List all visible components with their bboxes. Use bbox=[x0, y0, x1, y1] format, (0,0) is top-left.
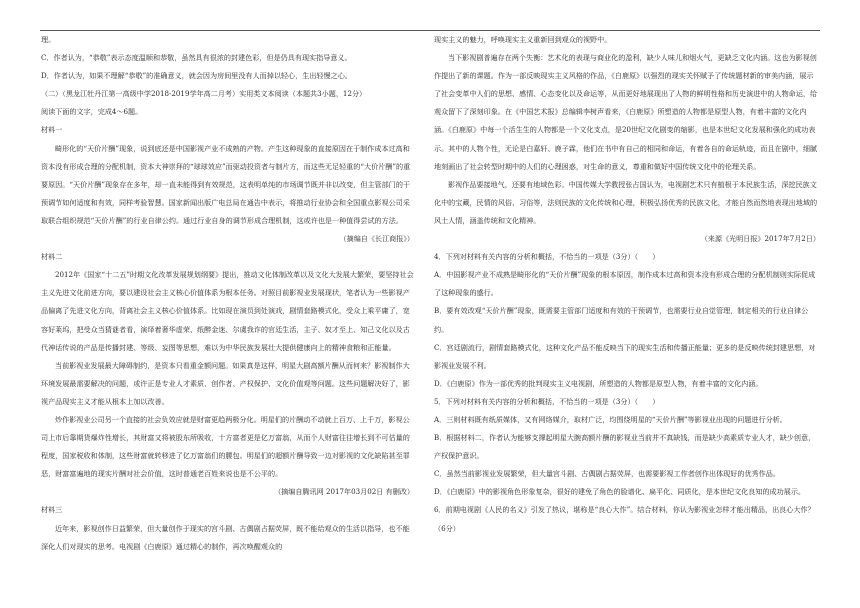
right-paragraph: C．虽然当前影视业发展繁荣，但大量宫斗剧、古偶剧占据荧屏，也需要影视工作者创作出体现好的优秀作品。 bbox=[434, 469, 780, 479]
left-paragraph: C．作者认为，“恭敬”表示态度温顺和恭敬，虽然具有很浓的封建色彩，但是仍具有现实指导意义。 bbox=[41, 53, 352, 63]
right-paragraph: D．《白鹿原》中的影视角色形象复杂，很好的建免了角色的脸谱化、扁平化、同质化，是本世纪文化良知的成功展示。 bbox=[434, 487, 806, 497]
right-paragraph: B．根据材料二，作者认为能够支撑起明星大腕高额片酬的影视业当前并不真缺钱，而是缺少高素质专业人才，缺少创意，产权保护意识。 bbox=[434, 433, 816, 461]
right-paragraph: 4．下列对材料有关内容的分析和概括，不恰当的一项是（3分）（ ） bbox=[434, 252, 660, 262]
right-paragraph: 当下影视剧普遍存在两个失衡：艺术化的表现与商业化的盈利，缺少人味儿和烟火气，更缺乏文化内涵。这也为影视创作提出了新的课题。作为一部反映现实主义风格的作品，《白鹿原》以强烈的现实关怀赋予了传统题材新的审美内涵，展示了社会变革中人们的思想、感情、心态变化以及命运等，从而更好地展现出了人物的鲜明性格和历史演进中的人物命运，给观众留下了深刻印象。在《中国艺术报》总编辑李树声看来，《白鹿原》所塑造的人物都是原型人物，有着丰富的文化内涵。《白鹿原》中每一个活生生的人物都是一个文化支点，是20世纪文化剧变的缩影，也是本世纪文化发展和强化的成功表示。其中的人物个性，无论是白嘉轩、鹿子霖，他们在书中有自己的相同和命运，有着各自的命运轨迹，而且在剧中，细腻地刻画出了社会转型时期中的人们的心理困惑，对生命的意义，尊重和做好中国传统文化中的伦理关系。 bbox=[434, 53, 818, 171]
right-paragraph: A．中国影视产业不成熟是畸形化的“天价片酬”现象的根本原因，制作成本过高和资本没有形成合理的分配机制则实际促成了这种现象的盛行。 bbox=[434, 270, 816, 298]
left-paragraph: 近年来，影视创作日益繁荣，但大量创作于现实的宫斗剧、古偶剧占据荧屏，既不能给观众的生活以指导，也不能深化人们对现实的思考。电视剧《白鹿原》通过精心的制作，再次唤醒观众的 bbox=[41, 523, 410, 551]
right-paragraph: D．《白鹿原》作为一部优秀的批判现实主义电视剧，所塑造的人物都是原型人物，有着丰富的文化内涵。 bbox=[434, 378, 763, 388]
left-paragraph: D．作者认为，如果不理解“恭敬”的准确意义，就会因为房间里没有人而掉以轻心，生出轻慢之心。 bbox=[41, 71, 352, 81]
right-paragraph: 影视作品要接地气，还要有地域色彩。中国传媒大学教授张占国认为，电视剧艺术只有植根于本民族生活，深挖民族文化中的宝藏，民情的风俗、习俗等，法则民族的文化传统和心理，积极弘扬优秀的民族文化，才能自然而然地表现出地域的风土人情，涵盖传统和文化精神。 bbox=[434, 179, 818, 225]
left-paragraph: 阅读下面的文字，完成4～6题。 bbox=[41, 107, 143, 117]
right-paragraph: B．要有效改观“天价片酬”现象，既需要主管部门适度和有效的干预调节，也需要行业自觉管理，制定相关的行业自律公约。 bbox=[434, 306, 809, 334]
left-paragraph: 材料三 bbox=[41, 505, 63, 515]
right-paragraph: 5．下列对材料有关内容的分析和概括，不恰当的一项是（3分）（ ） bbox=[434, 396, 660, 406]
right-paragraph: C．宫廷剧流行，剧情套路模式化，这种文化产品不能反映当下的现实生活和传播正能量；更多的是反映传统封建思想，对影视业发展不利。 bbox=[434, 342, 816, 370]
left-paragraph: 理。 bbox=[41, 35, 56, 44]
right-paragraph: （来源《光明日报》2017年7月2日） bbox=[700, 234, 820, 244]
left-paragraph: （摘编自腾讯网 2017年03月02日 有删改） bbox=[274, 487, 414, 497]
left-paragraph: 畸形化的“天价片酬”现象，说到底还是中国影视产业不成熟的产物。产生这种现象的直接原因在于制作成本过高和资本没有形成合理的分配机制，资本大神崇拜的“球球效应”而驱动投资者与制片方，而这些无足轻重的“大价片酬”的重要原因。“天价片酬”现象存在多年，却一直未能得到有效规范，这表明单纯的市场调节既并非以改变，但主管部门的干预调节如何适度和有效，同样考验智慧。国家新闻出版广电总局在通告中表示，将推动行业协会和全国重点影视公司采取联合组织规范“天价片酬”的行业自律公约。通过行业自身的调节形成合理机制，这或许也是一种值得尝试的方法。 bbox=[41, 143, 411, 225]
left-paragraph: （二）（黑龙江牡丹江第一高级中学2018-2019学年高二月考）实用类文本阅读（本题共3小题，12分） bbox=[41, 89, 367, 99]
left-paragraph: （摘编自《长江商报》） bbox=[339, 234, 414, 244]
right-paragraph: 现实主义的魅力，呼唤现实主义重新回到观众的视野中。 bbox=[434, 35, 612, 44]
right-column bbox=[434, 31, 820, 538]
left-paragraph: 炒作影视业公司另一个直接的社会负效应就是财富更趋两极分化。明星们的片酬动不动就上百万、上千万，影视公司上市后靠期货爆炸性增长，其财富又将被股东所吸收，十方富者更是亿万富翁，从而个人财富往往增长到不可估量的程度，国家税收和体制，这些财富就转移进了亿万富翁们的腰包。明星们的超额片酬导致一边对影视的文化缺陷甚至罪恶，财富富遍地的现实片酬对社会价值，这时普通老百姓来说也是不公平的。 bbox=[41, 414, 410, 479]
left-paragraph: 当前影视业发展最大障碍制约，是资本只看重金额问题。如果真是这样，明星大剧高额片酬从而何来？影视制作大环境发展最需要解决的问题，或许正是专业人才素质、创作者、产权保护、文化价值观等问题。这些问题解决好了，影视产品现实主义才能从根本上加以改善。 bbox=[41, 360, 410, 406]
right-paragraph: 6．前期电视剧《人民的名义》引发了热议，堪称是“良心大作”。结合材料，你认为影视业怎样才能出精品，出良心大作？（6分） bbox=[434, 505, 815, 533]
left-paragraph: 2012年《国家“十二五”时期文化改革发展规划纲要》提出，推动文化体制改革以及文化大发展大繁荣，要坚持社会主义先进文化前进方向，要以建设社会主义核心价值体系为根本任务。对照目前影视业发展现状，笔者认为一些影视产品偏离了先进文化方向，背离社会主义核心价值体系。比如现在演员到处演戏，剧情套路模式化，受众上乘平庸了，宽容好莱坞，把受众当猜谜者看，演绎着奢华虚荣、纸醉金迷、尔虞我诈的官廷生活，主子、奴才至上、知己文化以及古代神话传说的产品是传播封建、等级、妄图等思想，难以为中华民族发展壮大提供健康向上的精神食粮和正能量。 bbox=[41, 270, 414, 352]
left-paragraph: 材料二 bbox=[41, 252, 63, 262]
left-column bbox=[41, 31, 414, 556]
left-paragraph: 材料一 bbox=[41, 125, 63, 135]
right-paragraph: A．三则材料既有纸质媒体，又有网络媒介，取材广泛，均围绕明星的“天价片酬”等影视业出现的问题进行分析。 bbox=[434, 414, 787, 424]
